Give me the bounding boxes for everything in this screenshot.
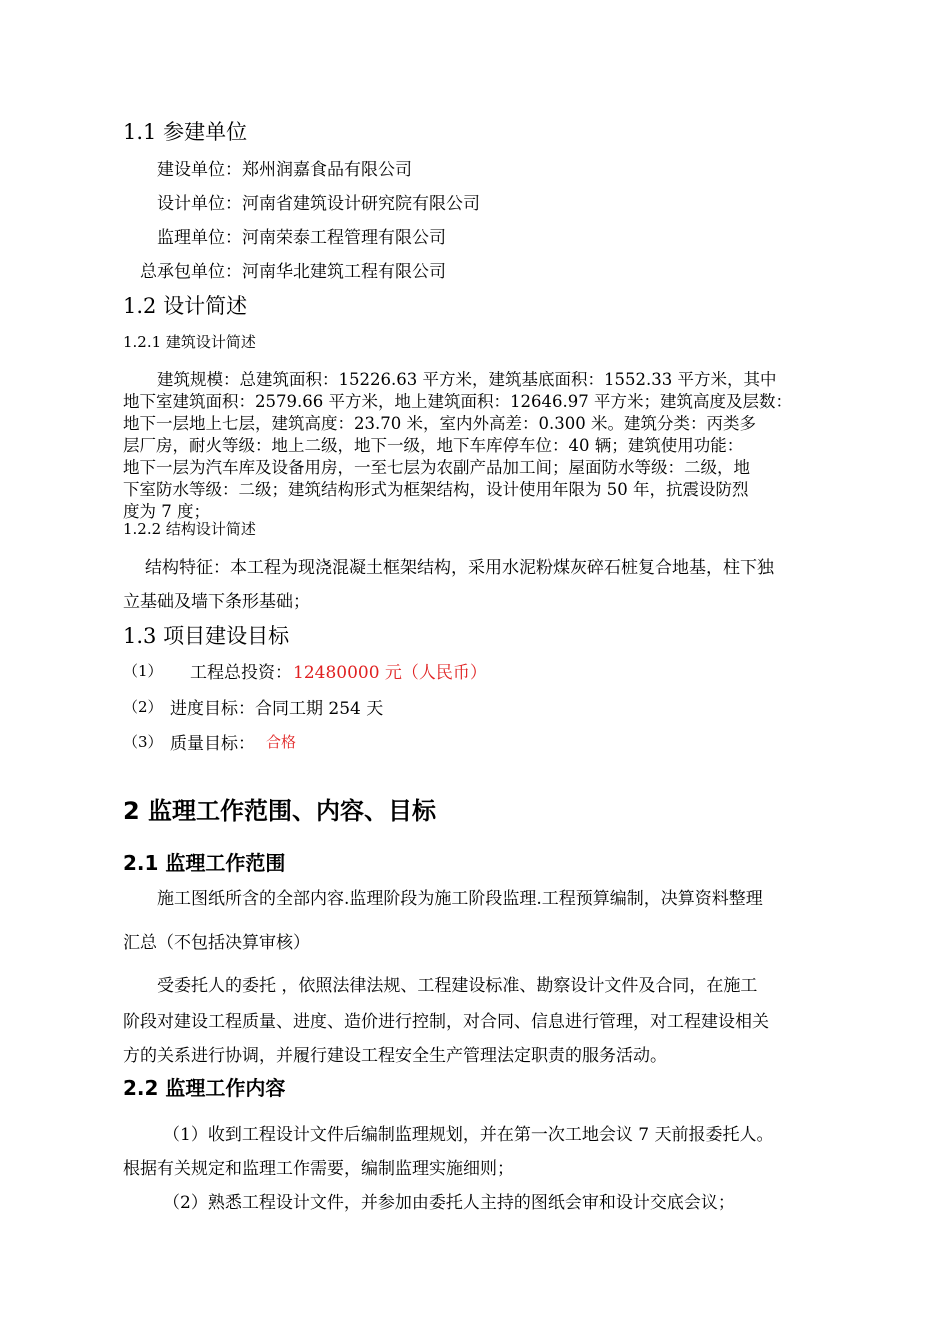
- goal-3-label: 质量目标：: [170, 734, 255, 754]
- scope-line: 受委托人的委托 ，依照法律法规、工程建设标准、勘察设计文件及合同，在施工: [157, 976, 758, 996]
- chapter-2-heading: 2 监理工作范围、内容、目标: [123, 797, 437, 825]
- section-1-2-2-heading: 1.2.2 结构设计简述: [123, 520, 256, 538]
- goal-1-label: 工程总投资：: [190, 663, 292, 683]
- goal-1-number: （1）: [123, 662, 163, 680]
- unit-contractor: 总承包单位：河南华北建筑工程有限公司: [140, 262, 446, 282]
- scope-line: 方的关系进行协调，并履行建设工程安全生产管理法定职责的服务活动。: [123, 1046, 667, 1066]
- scope-line: 阶段对建设工程质量、进度、造价进行控制，对合同、信息进行管理，对工程建设相关: [123, 1012, 769, 1032]
- content-line: 根据有关规定和监理工作需要，编制监理实施细则；: [123, 1159, 514, 1179]
- unit-designer: 设计单位：河南省建筑设计研究院有限公司: [157, 194, 480, 214]
- section-1-3-heading: 1.3 项目建设目标: [123, 624, 290, 648]
- section-2-1-heading: 2.1 监理工作范围: [123, 851, 286, 875]
- goal-1-value: 12480000 元（人民币）: [293, 663, 487, 683]
- arch-line: 层厂房，耐火等级：地上二级，地下一级，地下车库停车位：40 辆；建筑使用功能：: [123, 436, 744, 455]
- arch-line: 地下室建筑面积：2579.66 平方米，地上建筑面积：12646.97 平方米；建筑高度及层数：: [123, 392, 792, 411]
- arch-line: 下室防水等级：二级；建筑结构形式为框架结构，设计使用年限为 50 年，抗震设防烈: [123, 480, 749, 499]
- arch-line: 地下一层为汽车库及设备用房，一至七层为农副产品加工间；屋面防水等级：二级，地: [123, 458, 750, 477]
- section-2-2-heading: 2.2 监理工作内容: [123, 1076, 286, 1100]
- struct-line: 结构特征：本工程为现浇混凝土框架结构，采用水泥粉煤灰碎石桩复合地基，柱下独: [145, 558, 774, 578]
- scope-line: 施工图纸所含的全部内容.监理阶段为施工阶段监理.工程预算编制，决算资料整理: [157, 889, 763, 909]
- goal-3-value: 合格: [266, 733, 297, 751]
- arch-line: 地下一层地上七层，建筑高度：23.70 米，室内外高差：0.300 米。建筑分类：丙类多: [123, 414, 756, 433]
- unit-supervisor: 监理单位：河南荣泰工程管理有限公司: [157, 228, 446, 248]
- unit-owner: 建设单位：郑州润嘉食品有限公司: [157, 160, 412, 180]
- scope-line: 汇总（不包括决算审核）: [123, 933, 310, 953]
- arch-line: 建筑规模：总建筑面积：15226.63 平方米，建筑基底面积：1552.33 平方米，其中: [157, 370, 777, 389]
- section-1-1-heading: 1.1 参建单位: [123, 120, 248, 144]
- goal-2-number: （2）: [123, 698, 163, 716]
- section-1-2-heading: 1.2 设计简述: [123, 294, 248, 318]
- content-line: （2）熟悉工程设计文件，并参加由委托人主持的图纸会审和设计交底会议；: [163, 1193, 735, 1213]
- section-1-2-1-heading: 1.2.1 建筑设计简述: [123, 333, 256, 351]
- content-line: （1）收到工程设计文件后编制监理规划，并在第一次工地会议 7 天前报委托人。: [163, 1125, 774, 1145]
- arch-line: 度为 7 度；: [123, 502, 210, 521]
- goal-2-text: 进度目标：合同工期 254 天: [170, 699, 384, 719]
- struct-line: 立基础及墙下条形基础；: [123, 592, 310, 612]
- goal-3-number: （3）: [123, 733, 163, 751]
